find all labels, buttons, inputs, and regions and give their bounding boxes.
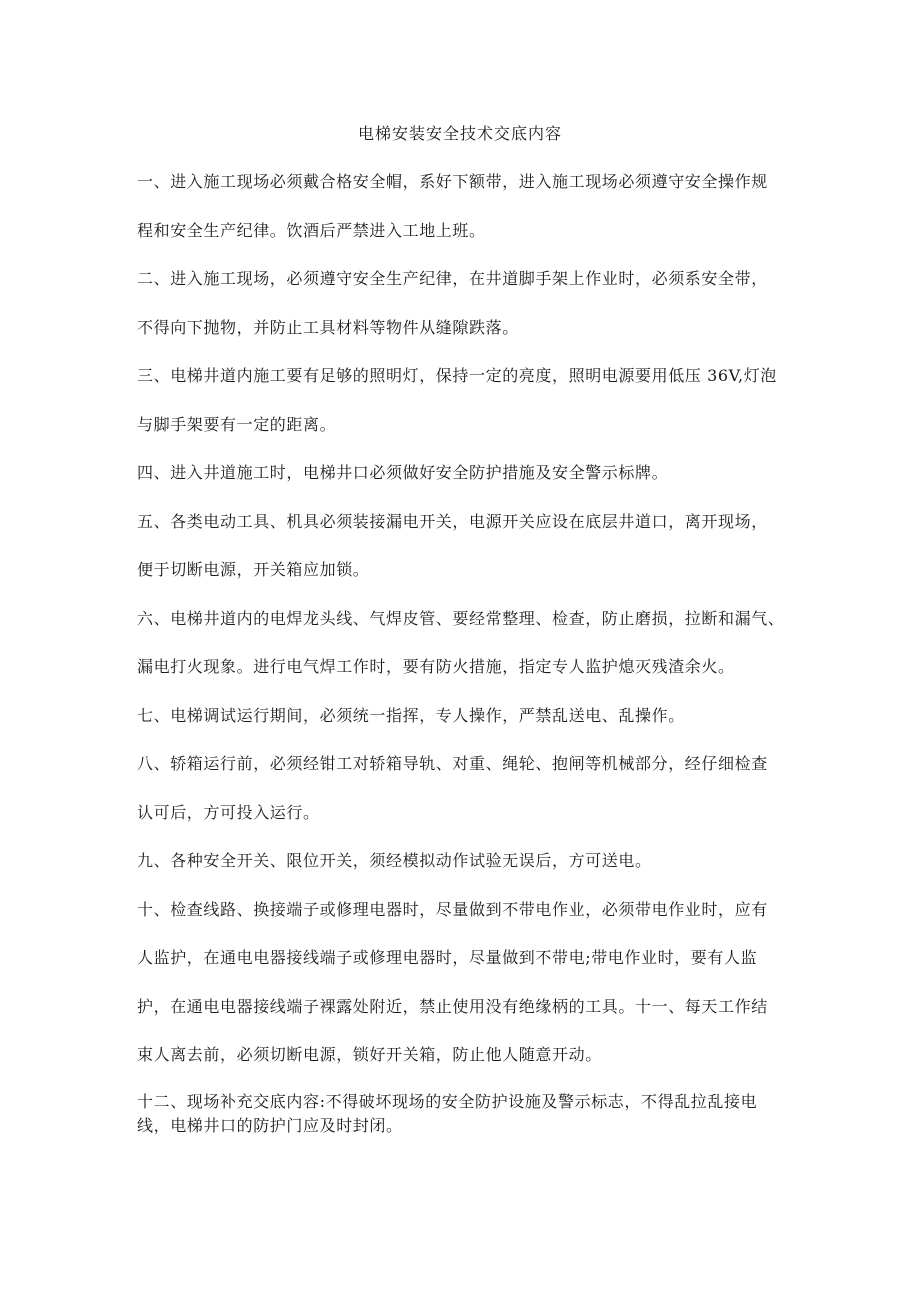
text-line: 护，在通电电器接线端子裸露处附近，禁止使用没有绝缘柄的工具。十一、每天工作结 <box>137 996 768 1016</box>
text-line: 线，电梯井口的防护门应及时封闭。 <box>137 1115 403 1135</box>
text-line: 十、检查线路、换接端子或修理电器时，尽量做到不带电作业，必须带电作业时，应有 <box>137 899 768 919</box>
text-line: 人监护，在通电电器接线端子或修理电器时，尽量做到不带电;带电作业时，要有人监 <box>137 948 758 967</box>
text-line: 七、电梯调试运行期间，必须统一指挥，专人操作，严禁乱送电、乱操作。 <box>137 705 685 725</box>
document-title: 电梯安装安全技术交底内容 <box>357 124 562 143</box>
text-line: 程和安全生产纪律。饮酒后严禁进入工地上班。 <box>137 220 486 240</box>
text-line: 四、进入井道施工时，电梯井口必须做好安全防护措施及安全警示标牌。 <box>137 463 669 482</box>
text-line: 漏电打火现象。进行电气焊工作时，要有防火措施，指定专人监护熄灭残渣余火。 <box>137 657 735 676</box>
text-line: 二、进入施工现场，必须遵守安全生产纪律，在井道脚手架上作业时，必须系安全带， <box>137 269 768 288</box>
document-body <box>137 168 797 1138</box>
text-line: 认可后，方可投入运行。 <box>137 802 320 822</box>
text-line: 一、进入施工现场必须戴合格安全帽，系好下额带，进入施工现场必须遵守安全操作规 <box>137 172 768 191</box>
text-line: 九、各种安全开关、限位开关，须经模拟动作试验无误后，方可送电。 <box>137 851 652 870</box>
text-line: 与脚手架要有一定的距离。 <box>137 414 337 434</box>
text-line: 便于切断电源，开关箱应加锁。 <box>137 560 370 579</box>
text-line: 不得向下抛物，并防止工具材料等物件从缝隙跌落。 <box>137 317 519 337</box>
text-line: 五、各类电动工具、机具必须装接漏电开关，电源开关应设在底层井道口，离开现场， <box>137 511 768 531</box>
text-line: 束人离去前，必须切断电源，锁好开关箱，防止他人随意开动。 <box>137 1045 602 1064</box>
text-line: 六、电梯井道内的电焊龙头线、气焊皮管、要经常整理、检查，防止磨损，拉断和漏气、 <box>137 608 785 628</box>
text-line: 三、电梯井道内施工要有足够的照明灯，保持一定的亮度，照明电源要用低压 36V,灯泡 <box>137 366 777 385</box>
text-line: 八、轿箱运行前，必须经钳工对轿箱导轨、对重、绳轮、抱闸等机械部分，经仔细检查 <box>137 754 768 773</box>
text-line: 十二、现场补充交底内容:不得破坏现场的安全防护设施及警示标志，不得乱拉乱接电 <box>137 1091 758 1111</box>
